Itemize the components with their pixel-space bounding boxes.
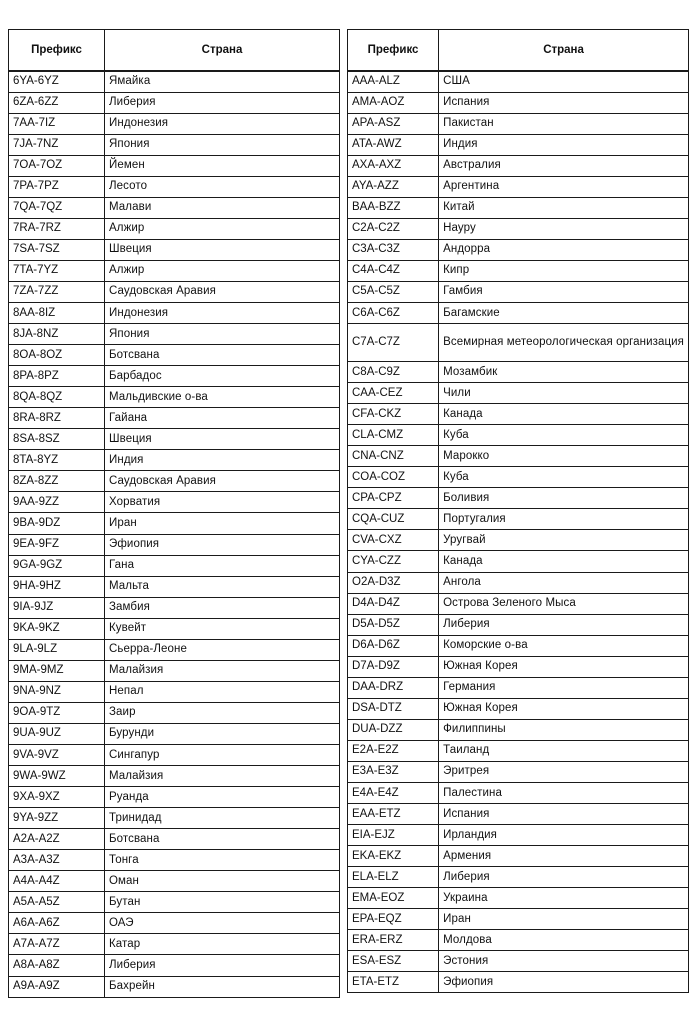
prefix-cell: EIA-EJZ xyxy=(348,825,439,846)
prefix-cell: 9LA-9LZ xyxy=(9,639,105,660)
prefix-cell: ETA-ETZ xyxy=(348,972,439,993)
table-row xyxy=(348,324,689,362)
prefix-cell: CFA-CKZ xyxy=(348,404,439,425)
country-cell: Мальта xyxy=(105,576,340,597)
table-row xyxy=(9,345,340,366)
country-cell: Либерия xyxy=(105,955,340,976)
prefix-cell: 9WA-9WZ xyxy=(9,766,105,787)
table-row xyxy=(9,303,340,324)
table-row xyxy=(9,871,340,892)
table-row xyxy=(348,888,689,909)
prefix-cell: ATA-AWZ xyxy=(348,134,439,155)
prefix-cell: A3A-A3Z xyxy=(9,850,105,871)
prefix-cell: AYA-AZZ xyxy=(348,176,439,197)
prefix-cell: 6ZA-6ZZ xyxy=(9,92,105,113)
country-cell: Кувейт xyxy=(105,618,340,639)
prefix-cell: A2A-A2Z xyxy=(9,829,105,850)
prefix-cell: A6A-A6Z xyxy=(9,913,105,934)
country-cell: США xyxy=(439,71,689,92)
table-row xyxy=(348,303,689,324)
table-row xyxy=(9,218,340,239)
country-cell: Коморские о-ва xyxy=(439,635,689,656)
prefix-cell: C5A-C5Z xyxy=(348,281,439,302)
country-cell: Барбадос xyxy=(105,366,340,387)
country-cell: Ирландия xyxy=(439,825,689,846)
country-cell: Алжир xyxy=(105,260,340,281)
table-row xyxy=(348,719,689,740)
country-cell: Филиппины xyxy=(439,719,689,740)
prefix-cell: C8A-C9Z xyxy=(348,362,439,383)
prefix-cell: 9AA-9ZZ xyxy=(9,492,105,513)
table-row xyxy=(348,155,689,176)
country-cell: Лесото xyxy=(105,176,340,197)
country-cell: Сингапур xyxy=(105,745,340,766)
country-cell: Ямайка xyxy=(105,71,340,92)
table-row xyxy=(9,513,340,534)
table-row xyxy=(9,239,340,260)
country-cell: Эритрея xyxy=(439,761,689,782)
table-row xyxy=(348,551,689,572)
table-row xyxy=(348,404,689,425)
country-cell: Ангола xyxy=(439,572,689,593)
table-row xyxy=(348,530,689,551)
table-row xyxy=(9,471,340,492)
country-cell: Пакистан xyxy=(439,113,689,134)
prefix-cell: 9NA-9NZ xyxy=(9,681,105,702)
table-row xyxy=(348,383,689,404)
table-row xyxy=(348,446,689,467)
header-row xyxy=(348,30,689,72)
prefix-cell: A7A-A7Z xyxy=(9,934,105,955)
left-table-body xyxy=(9,71,340,997)
country-cell: Иран xyxy=(105,513,340,534)
table-row xyxy=(9,618,340,639)
country-cell: Бахрейн xyxy=(105,976,340,997)
prefix-cell: 8RA-8RZ xyxy=(9,408,105,429)
prefix-cell: 9HA-9HZ xyxy=(9,576,105,597)
country-cell: Германия xyxy=(439,677,689,698)
prefix-cell: A5A-A5Z xyxy=(9,892,105,913)
table-row xyxy=(9,702,340,723)
country-cell: Оман xyxy=(105,871,340,892)
table-row xyxy=(348,740,689,761)
table-row xyxy=(9,113,340,134)
prefix-cell: CVA-CXZ xyxy=(348,530,439,551)
country-cell: Эфиопия xyxy=(105,534,340,555)
country-cell: Эфиопия xyxy=(439,972,689,993)
table-row xyxy=(348,972,689,993)
table-row xyxy=(9,92,340,113)
table-row xyxy=(9,450,340,471)
prefix-cell: E3A-E3Z xyxy=(348,761,439,782)
table-row xyxy=(348,698,689,719)
country-cell: Мозамбик xyxy=(439,362,689,383)
country-cell: Саудовская Аравия xyxy=(105,281,340,302)
table-row xyxy=(9,597,340,618)
country-cell: Малайзия xyxy=(105,660,340,681)
country-cell: ОАЭ xyxy=(105,913,340,934)
prefix-cell: D7A-D9Z xyxy=(348,656,439,677)
prefix-cell: 9UA-9UZ xyxy=(9,723,105,744)
prefix-cell: CPA-CPZ xyxy=(348,488,439,509)
prefix-cell: AXA-AXZ xyxy=(348,155,439,176)
table-row xyxy=(9,576,340,597)
country-cell: Руанда xyxy=(105,787,340,808)
table-row xyxy=(9,260,340,281)
country-cell: Индонезия xyxy=(105,303,340,324)
table-row xyxy=(9,134,340,155)
table-row xyxy=(9,829,340,850)
table-row xyxy=(9,492,340,513)
country-cell: Португалия xyxy=(439,509,689,530)
prefix-cell: A8A-A8Z xyxy=(9,955,105,976)
table-row xyxy=(9,71,340,92)
country-cell: Аргентина xyxy=(439,176,689,197)
country-cell: Хорватия xyxy=(105,492,340,513)
country-cell: Либерия xyxy=(439,867,689,888)
table-row xyxy=(9,723,340,744)
table-row xyxy=(9,955,340,976)
table-row xyxy=(9,892,340,913)
table-row xyxy=(348,197,689,218)
prefix-cell: 7RA-7RZ xyxy=(9,218,105,239)
prefix-cell: 8TA-8YZ xyxy=(9,450,105,471)
table-row xyxy=(348,867,689,888)
country-cell: Швеция xyxy=(105,239,340,260)
country-cell: Япония xyxy=(105,134,340,155)
prefix-cell: 7JA-7NZ xyxy=(9,134,105,155)
table-row xyxy=(348,783,689,804)
table-row xyxy=(9,197,340,218)
prefix-cell: C3A-C3Z xyxy=(348,239,439,260)
country-cell: Гана xyxy=(105,555,340,576)
table-row xyxy=(9,787,340,808)
country-cell: Испания xyxy=(439,804,689,825)
table-row xyxy=(348,467,689,488)
table-row xyxy=(9,387,340,408)
country-cell: Канада xyxy=(439,404,689,425)
table-row xyxy=(348,113,689,134)
prefix-cell: E2A-E2Z xyxy=(348,740,439,761)
country-cell: Куба xyxy=(439,425,689,446)
country-cell: Гайана xyxy=(105,408,340,429)
prefix-cell: 9VA-9VZ xyxy=(9,745,105,766)
country-cell: Ботсвана xyxy=(105,345,340,366)
table-row xyxy=(348,951,689,972)
table-row xyxy=(348,425,689,446)
prefix-cell: APA-ASZ xyxy=(348,113,439,134)
table-row xyxy=(348,71,689,92)
table-row xyxy=(348,677,689,698)
table-row xyxy=(348,572,689,593)
table-row xyxy=(9,534,340,555)
table-row xyxy=(9,429,340,450)
prefix-cell: C6A-C6Z xyxy=(348,303,439,324)
table-row xyxy=(348,92,689,113)
prefix-cell: 7ZA-7ZZ xyxy=(9,281,105,302)
country-cell: Южная Корея xyxy=(439,656,689,677)
table-row xyxy=(348,825,689,846)
table-row xyxy=(348,761,689,782)
country-cell: Науру xyxy=(439,218,689,239)
country-cell: Тонга xyxy=(105,850,340,871)
table-row xyxy=(348,804,689,825)
prefix-cell: ESA-ESZ xyxy=(348,951,439,972)
prefix-cell: 8QA-8QZ xyxy=(9,387,105,408)
country-cell: Япония xyxy=(105,324,340,345)
table-row xyxy=(348,656,689,677)
table-row xyxy=(9,366,340,387)
country-cell: Канада xyxy=(439,551,689,572)
country-cell: Тринидад xyxy=(105,808,340,829)
prefix-cell: 8JA-8NZ xyxy=(9,324,105,345)
country-cell: Всемирная метеорологическая организация xyxy=(439,324,689,362)
prefix-cell: DUA-DZZ xyxy=(348,719,439,740)
right-prefix-table xyxy=(347,29,689,993)
table-row xyxy=(348,281,689,302)
prefix-cell: CAA-CEZ xyxy=(348,383,439,404)
country-cell: Мальдивские о-ва xyxy=(105,387,340,408)
right-table-body xyxy=(348,71,689,993)
prefix-cell: 7OA-7OZ xyxy=(9,155,105,176)
table-row xyxy=(348,930,689,951)
table-row xyxy=(9,913,340,934)
prefix-cell: E4A-E4Z xyxy=(348,783,439,804)
prefix-cell: CYA-CZZ xyxy=(348,551,439,572)
prefix-cell: 8PA-8PZ xyxy=(9,366,105,387)
prefix-cell: 9OA-9TZ xyxy=(9,702,105,723)
country-cell: Гамбия xyxy=(439,281,689,302)
prefix-cell: 9GA-9GZ xyxy=(9,555,105,576)
prefix-cell: ERA-ERZ xyxy=(348,930,439,951)
prefix-cell: C7A-C7Z xyxy=(348,324,439,362)
country-cell: Сьерра-Леоне xyxy=(105,639,340,660)
country-cell: Непал xyxy=(105,681,340,702)
country-cell: Острова Зеленого Мыса xyxy=(439,593,689,614)
table-row xyxy=(9,745,340,766)
prefix-cell: EPA-EQZ xyxy=(348,909,439,930)
table-row xyxy=(9,176,340,197)
country-cell: Чили xyxy=(439,383,689,404)
prefix-cell: ELA-ELZ xyxy=(348,867,439,888)
country-cell: Армения xyxy=(439,846,689,867)
table-row xyxy=(348,909,689,930)
table-row xyxy=(348,509,689,530)
table-row xyxy=(348,362,689,383)
prefix-cell: 7AA-7IZ xyxy=(9,113,105,134)
prefix-cell: 8ZA-8ZZ xyxy=(9,471,105,492)
country-cell: Куба xyxy=(439,467,689,488)
table-row xyxy=(9,155,340,176)
left-prefix-table xyxy=(8,29,340,998)
prefix-cell: 7PA-7PZ xyxy=(9,176,105,197)
country-cell: Катар xyxy=(105,934,340,955)
prefix-cell: 9IA-9JZ xyxy=(9,597,105,618)
prefix-cell: 9EA-9FZ xyxy=(9,534,105,555)
country-cell: Молдова xyxy=(439,930,689,951)
prefix-cell: DSA-DTZ xyxy=(348,698,439,719)
prefix-cell: EMA-EOZ xyxy=(348,888,439,909)
country-cell: Индонезия xyxy=(105,113,340,134)
prefix-cell: 9XA-9XZ xyxy=(9,787,105,808)
country-cell: Индия xyxy=(439,134,689,155)
country-cell: Либерия xyxy=(439,614,689,635)
country-cell: Малайзия xyxy=(105,766,340,787)
table-row xyxy=(9,281,340,302)
header-country: Страна xyxy=(105,30,340,72)
country-cell: Малави xyxy=(105,197,340,218)
country-cell: Южная Корея xyxy=(439,698,689,719)
prefix-cell: A4A-A4Z xyxy=(9,871,105,892)
header-row xyxy=(9,30,340,72)
country-cell: Бурунди xyxy=(105,723,340,744)
country-cell: Индия xyxy=(105,450,340,471)
country-cell: Боливия xyxy=(439,488,689,509)
prefix-cell: 7TA-7YZ xyxy=(9,260,105,281)
country-cell: Заир xyxy=(105,702,340,723)
prefix-cell: C2A-C2Z xyxy=(348,218,439,239)
table-row xyxy=(9,808,340,829)
prefix-cell: CNA-CNZ xyxy=(348,446,439,467)
prefix-cell: O2A-D3Z xyxy=(348,572,439,593)
country-cell: Кипр xyxy=(439,260,689,281)
prefix-cell: 7QA-7QZ xyxy=(9,197,105,218)
prefix-cell: EKA-EKZ xyxy=(348,846,439,867)
country-cell: Иран xyxy=(439,909,689,930)
table-row xyxy=(9,639,340,660)
prefix-cell: D4A-D4Z xyxy=(348,593,439,614)
table-row xyxy=(9,408,340,429)
country-cell: Украина xyxy=(439,888,689,909)
prefix-cell: BAA-BZZ xyxy=(348,197,439,218)
prefix-cell: 9BA-9DZ xyxy=(9,513,105,534)
country-cell: Уругвай xyxy=(439,530,689,551)
prefix-cell: 9KA-9KZ xyxy=(9,618,105,639)
country-cell: Саудовская Аравия xyxy=(105,471,340,492)
country-cell: Бутан xyxy=(105,892,340,913)
prefix-cell: DAA-DRZ xyxy=(348,677,439,698)
table-row xyxy=(9,976,340,997)
country-cell: Китай xyxy=(439,197,689,218)
prefix-cell: CLA-CMZ xyxy=(348,425,439,446)
country-cell: Швеция xyxy=(105,429,340,450)
prefix-cell: AMA-AOZ xyxy=(348,92,439,113)
country-cell: Испания xyxy=(439,92,689,113)
header-prefix: Префикс xyxy=(348,30,439,72)
table-row xyxy=(348,635,689,656)
country-cell: Австралия xyxy=(439,155,689,176)
country-cell: Замбия xyxy=(105,597,340,618)
table-row xyxy=(348,176,689,197)
table-row xyxy=(348,239,689,260)
country-cell: Алжир xyxy=(105,218,340,239)
country-cell: Марокко xyxy=(439,446,689,467)
prefix-cell: 9MA-9MZ xyxy=(9,660,105,681)
table-row xyxy=(9,934,340,955)
prefix-cell: CQA-CUZ xyxy=(348,509,439,530)
prefix-cell: 8SA-8SZ xyxy=(9,429,105,450)
table-row xyxy=(348,846,689,867)
country-cell: Таиланд xyxy=(439,740,689,761)
prefix-cell: 9YA-9ZZ xyxy=(9,808,105,829)
table-row xyxy=(348,218,689,239)
table-row xyxy=(348,134,689,155)
table-row xyxy=(9,766,340,787)
prefix-cell: AAA-ALZ xyxy=(348,71,439,92)
prefix-cell: 8OA-8OZ xyxy=(9,345,105,366)
table-row xyxy=(9,681,340,702)
table-row xyxy=(9,555,340,576)
table-row xyxy=(9,850,340,871)
prefix-cell: A9A-A9Z xyxy=(9,976,105,997)
table-row xyxy=(348,593,689,614)
country-cell: Йемен xyxy=(105,155,340,176)
table-row xyxy=(348,260,689,281)
table-row xyxy=(348,614,689,635)
country-cell: Ботсвана xyxy=(105,829,340,850)
header-country: Страна xyxy=(439,30,689,72)
country-cell: Либерия xyxy=(105,92,340,113)
country-cell: Багамские xyxy=(439,303,689,324)
table-row xyxy=(348,488,689,509)
country-cell: Палестина xyxy=(439,783,689,804)
table-row xyxy=(9,660,340,681)
table-row xyxy=(9,324,340,345)
prefix-cell: C4A-C4Z xyxy=(348,260,439,281)
country-cell: Андорра xyxy=(439,239,689,260)
prefix-cell: 6YA-6YZ xyxy=(9,71,105,92)
prefix-cell: D5A-D5Z xyxy=(348,614,439,635)
prefix-cell: 7SA-7SZ xyxy=(9,239,105,260)
prefix-cell: COA-COZ xyxy=(348,467,439,488)
prefix-cell: 8AA-8IZ xyxy=(9,303,105,324)
prefix-cell: D6A-D6Z xyxy=(348,635,439,656)
header-prefix: Префикс xyxy=(9,30,105,72)
prefix-cell: EAA-ETZ xyxy=(348,804,439,825)
country-cell: Эстония xyxy=(439,951,689,972)
